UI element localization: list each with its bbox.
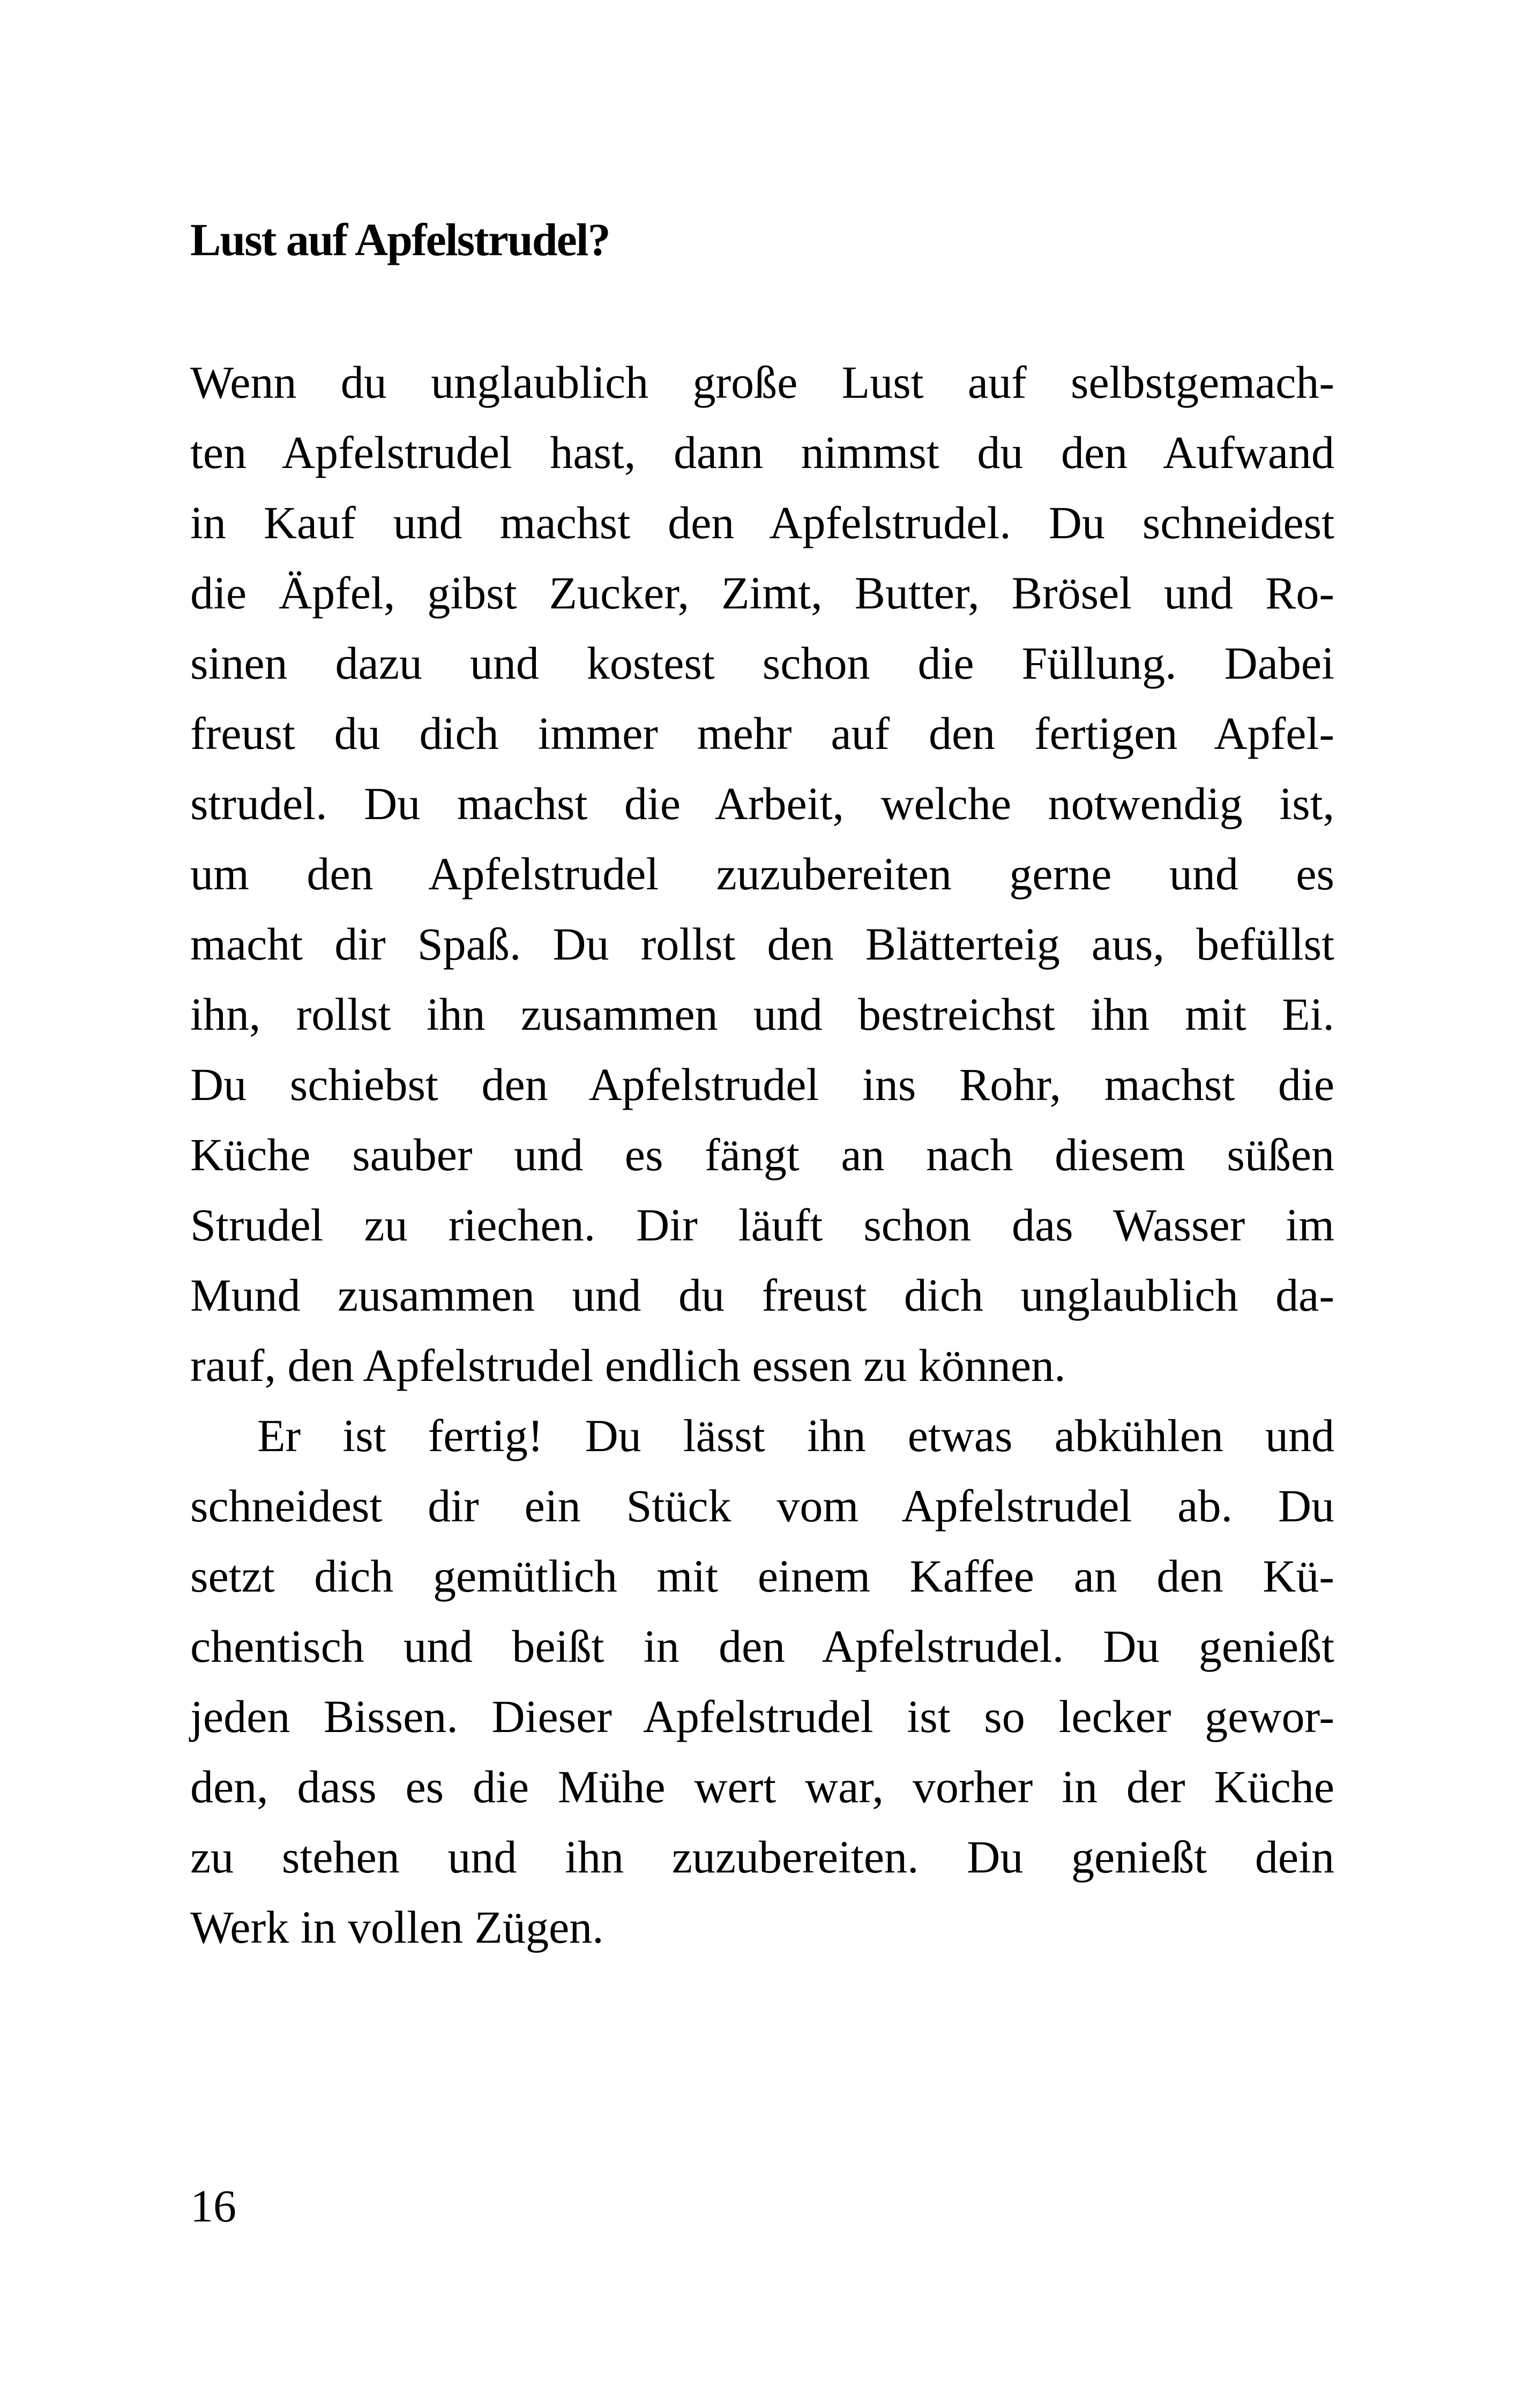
chapter-heading: Lust auf Apfelstrudel? [190, 214, 610, 265]
text-line: setzt dich gemütlich mit einem Kaffee an den Kü- [190, 1550, 1334, 1602]
text-line: den, dass es die Mühe wert war, vorher in der Küche [190, 1761, 1334, 1812]
paragraph-1 [190, 347, 1334, 1401]
text-line: rauf, den Apfelstrudel endlich essen zu können. [190, 1340, 1066, 1391]
text-line: Mund zusammen und du freust dich unglaublich da- [190, 1269, 1334, 1321]
paragraph-2 [190, 1401, 1334, 1963]
text-line: um den Apfelstrudel zuzubereiten gerne und es [190, 848, 1334, 900]
text-line: ten Apfelstrudel hast, dann nimmst du den Aufwand [190, 427, 1334, 478]
text-line: Strudel zu riechen. Dir läuft schon das Wasser im [190, 1199, 1334, 1251]
text-line: zu stehen und ihn zuzubereiten. Du genießt dein [190, 1831, 1334, 1883]
text-line: Du schiebst den Apfelstrudel ins Rohr, machst die [190, 1059, 1334, 1110]
text-line: die Äpfel, gibst Zucker, Zimt, Butter, Brösel und Ro- [190, 567, 1334, 619]
text-line: jeden Bissen. Dieser Apfelstrudel ist so lecker gewor- [190, 1691, 1334, 1742]
text-line: in Kauf und machst den Apfelstrudel. Du schneidest [190, 497, 1334, 548]
body-text [190, 347, 1334, 1963]
text-line: Wenn du unglaublich große Lust auf selbstgemach- [190, 356, 1334, 408]
text-line: Werk in vollen Zügen. [190, 1901, 604, 1953]
text-line: Er ist fertig! Du lässt ihn etwas abkühlen und [257, 1410, 1334, 1461]
page-number: 16 [190, 2180, 236, 2232]
text-line: ihn, rollst ihn zusammen und bestreichst ihn mit Ei. [190, 989, 1334, 1040]
text-line: chentisch und beißt in den Apfelstrudel. Du genießt [190, 1621, 1334, 1672]
text-line: freust du dich immer mehr auf den fertigen Apfel- [190, 708, 1334, 759]
text-line: macht dir Spaß. Du rollst den Blätterteig aus, befüllst [190, 918, 1334, 970]
text-line: Küche sauber und es fängt an nach diesem süßen [190, 1129, 1334, 1180]
text-line: sinen dazu und kostest schon die Füllung. Dabei [190, 637, 1334, 689]
text-line: strudel. Du machst die Arbeit, welche notwendig ist, [190, 778, 1334, 829]
text-line: schneidest dir ein Stück vom Apfelstrudel ab. Du [190, 1480, 1334, 1532]
